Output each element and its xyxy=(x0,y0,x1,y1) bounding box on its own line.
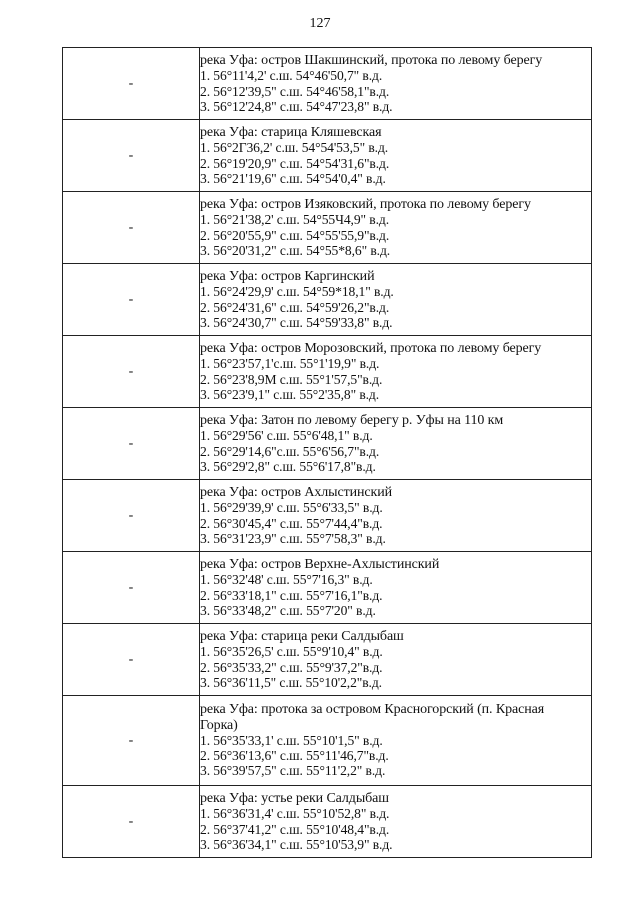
row-description-cell xyxy=(200,336,592,408)
row-mark: - xyxy=(128,579,134,595)
coordinate-line: 2. 56°30'45,4" с.ш. 55°7'44,4"в.д. xyxy=(200,515,383,531)
row-mark: - xyxy=(128,732,134,748)
row-description-cell xyxy=(200,624,592,696)
coordinate-line: 2. 56°37'41,2" с.ш. 55°10'48,4"в.д. xyxy=(200,821,390,837)
coordinate-line: 2. 56°23'8,9М с.ш. 55°1'57,5"в.д. xyxy=(200,371,383,387)
row-description-cell xyxy=(200,264,592,336)
row-mark-cell xyxy=(63,192,200,264)
table-row xyxy=(63,480,592,552)
row-mark: - xyxy=(128,219,134,235)
row-mark-cell xyxy=(63,264,200,336)
coordinate-line: 3. 56°33'48,2" с.ш. 55°7'20" в.д. xyxy=(200,602,376,618)
coordinates-table xyxy=(62,47,592,858)
table-row xyxy=(63,120,592,192)
row-mark-cell xyxy=(63,336,200,408)
row-mark: - xyxy=(128,435,134,451)
table-row xyxy=(63,696,592,786)
row-mark-cell xyxy=(63,696,200,786)
coordinate-line: 1. 56°21'38,2' с.ш. 54°55Ч4,9" в.д. xyxy=(200,212,390,228)
coordinate-line: 1. 56°36'31,4' с.ш. 55°10'52,8" в.д. xyxy=(200,806,390,822)
coordinate-line: 1. 56°23'57,1'с.ш. 55°1'19,9" в.д. xyxy=(200,356,380,372)
coordinate-line: 3. 56°31'23,9" с.ш. 55°7'58,3" в.д. xyxy=(200,530,386,546)
location-title: река Уфа: устье реки Салдыбаш xyxy=(200,791,389,807)
location-title: река Уфа: остров Каргинский xyxy=(200,269,375,285)
table-row xyxy=(63,624,592,696)
row-mark: - xyxy=(128,363,134,379)
coordinate-line: 1. 56°2Г36,2' с.ш. 54°54'53,5" в.д. xyxy=(200,140,389,156)
location-title: река Уфа: остров Верхне-Ахлыстинский xyxy=(200,557,440,573)
table-body xyxy=(63,48,592,858)
table-row xyxy=(63,408,592,480)
location-title: река Уфа: остров Ахлыстинский xyxy=(200,485,392,501)
row-mark-cell xyxy=(63,786,200,858)
coordinate-line: 2. 56°19'20,9" с.ш. 54°54'31,6"в.д. xyxy=(200,155,390,171)
row-description-cell xyxy=(200,408,592,480)
row-description-cell xyxy=(200,480,592,552)
coordinate-line: 2. 56°12'39,5" с.ш. 54°46'58,1"в.д. xyxy=(200,83,390,99)
table-row xyxy=(63,336,592,408)
coordinate-line: 3. 56°24'30,7" с.ш. 54°59'33,8" в.д. xyxy=(200,314,393,330)
row-mark: - xyxy=(128,291,134,307)
coordinate-line: 2. 56°33'18,1" с.ш. 55°7'16,1"в.д. xyxy=(200,587,383,603)
coordinate-line: 3. 56°36'34,1" с.ш. 55°10'53,9" в.д. xyxy=(200,836,393,852)
row-description-cell xyxy=(200,552,592,624)
row-mark: - xyxy=(128,75,134,91)
coordinate-line: 2. 56°24'31,6" с.ш. 54°59'26,2"в.д. xyxy=(200,299,390,315)
location-title: река Уфа: остров Шакшинский, протока по левому берегу xyxy=(200,53,543,69)
row-mark: - xyxy=(128,651,134,667)
coordinate-line: 2. 56°20'55,9" с.ш. 54°55'55,9"в.д. xyxy=(200,227,390,243)
row-mark-cell xyxy=(63,48,200,120)
row-mark-cell xyxy=(63,624,200,696)
table-row xyxy=(63,264,592,336)
coordinate-line: 3. 56°29'2,8" с.ш. 55°6'17,8"в.д. xyxy=(200,458,376,474)
row-description-cell xyxy=(200,48,592,120)
row-description-cell xyxy=(200,696,592,786)
coordinate-line: 1. 56°24'29,9' с.ш. 54°59*18,1" в.д. xyxy=(200,284,394,300)
row-mark-cell xyxy=(63,552,200,624)
location-title: река Уфа: старица Кляшевская xyxy=(200,125,382,141)
row-description-cell xyxy=(200,120,592,192)
row-mark: - xyxy=(128,813,134,829)
row-mark: - xyxy=(128,507,134,523)
coordinate-line: 3. 56°20'31,2" с.ш. 54°55*8,6" в.д. xyxy=(200,242,391,258)
row-description-cell xyxy=(200,786,592,858)
location-title: река Уфа: Затон по левому берегу р. Уфы на 110 км xyxy=(200,413,504,429)
table-row xyxy=(63,552,592,624)
location-title: река Уфа: остров Морозовский, протока по левому берегу xyxy=(200,341,542,357)
page-number: 127 xyxy=(309,16,331,31)
coordinate-line: 1. 56°35'26,5' с.ш. 55°9'10,4" в.д. xyxy=(200,644,383,660)
coordinate-line: 2. 56°29'14,6"с.ш. 55°6'56,7"в.д. xyxy=(200,443,380,459)
location-title: река Уфа: старица реки Салдыбаш xyxy=(200,629,404,645)
coordinate-line: 3. 56°36'11,5" с.ш. 55°10'2,2"в.д. xyxy=(200,674,382,690)
coordinate-line: 2. 56°36'13,6" с.ш. 55°11'46,7"в.д. xyxy=(200,748,389,764)
coordinate-line: 3. 56°39'57,5" с.ш. 55°11'2,2" в.д. xyxy=(200,763,386,779)
row-description-cell xyxy=(200,192,592,264)
location-title: река Уфа: протока за островом Красногорский (п. Красная Горка) xyxy=(200,702,545,733)
coordinate-line: 1. 56°11'4,2' с.ш. 54°46'50,7" в.д. xyxy=(200,68,383,84)
row-mark-cell xyxy=(63,408,200,480)
coordinate-line: 1. 56°32'48' с.ш. 55°7'16,3" в.д. xyxy=(200,572,373,588)
row-mark-cell xyxy=(63,480,200,552)
table-row xyxy=(63,192,592,264)
table-row xyxy=(63,786,592,858)
coordinate-line: 3. 56°21'19,6" с.ш. 54°54'0,4" в.д. xyxy=(200,170,386,186)
coordinate-line: 3. 56°23'9,1" с.ш. 55°2'35,8" в.д. xyxy=(200,386,380,402)
row-mark: - xyxy=(128,147,134,163)
coordinate-line: 2. 56°35'33,2" с.ш. 55°9'37,2"в.д. xyxy=(200,659,383,675)
table-row xyxy=(63,48,592,120)
location-title: река Уфа: остров Изяковский, протока по левому берегу xyxy=(200,197,531,213)
coordinate-line: 1. 56°35'33,1' с.ш. 55°10'1,5" в.д. xyxy=(200,732,383,748)
coordinate-line: 1. 56°29'39,9' с.ш. 55°6'33,5" в.д. xyxy=(200,500,383,516)
coordinate-line: 3. 56°12'24,8" с.ш. 54°47'23,8" в.д. xyxy=(200,98,393,114)
coordinate-line: 1. 56°29'56' с.ш. 55°6'48,1" в.д. xyxy=(200,428,373,444)
row-mark-cell xyxy=(63,120,200,192)
